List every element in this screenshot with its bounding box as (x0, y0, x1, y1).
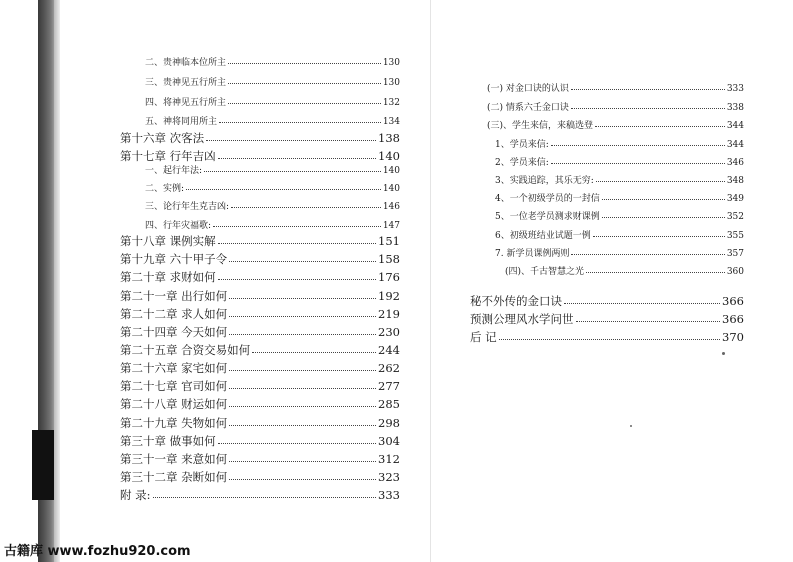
toc-page-number: 366 (722, 312, 744, 326)
toc-entry (470, 329, 744, 345)
toc-entry (145, 163, 400, 176)
toc-page-number: 355 (726, 231, 744, 241)
toc-leader-dots (219, 122, 381, 123)
toc-entry (120, 324, 400, 340)
toc-entry (120, 342, 400, 358)
toc-entry (145, 218, 400, 231)
toc-leader-dots (593, 236, 725, 237)
toc-leader-dots (571, 254, 724, 255)
toc-page-number: 138 (378, 131, 400, 145)
toc-entry-title: 第十八章 课例实解 (120, 234, 216, 248)
toc-entry (120, 269, 400, 285)
toc-entry-title: 一、起行年法: (145, 166, 203, 176)
toc-entry-title: 第二十五章 合资交易如何 (120, 343, 251, 357)
toc-entry-title: 第二十章 求财如何 (120, 270, 216, 284)
toc-leader-dots (229, 388, 376, 389)
toc-entry-title: 第十七章 行年吉凶 (120, 149, 216, 163)
toc-entry (120, 130, 400, 146)
toc-entry-title: 第二十七章 官司如何 (120, 379, 228, 393)
toc-entry-title: 第三十一章 来意如何 (120, 452, 228, 466)
scan-speck (722, 352, 725, 355)
toc-leader-dots (551, 163, 725, 164)
toc-entry-title: 二、贵神临本位所主 (145, 58, 227, 68)
toc-page-number: 146 (382, 202, 400, 212)
toc-leader-dots (204, 171, 381, 172)
toc-entry (487, 118, 744, 131)
toc-entry (120, 487, 400, 503)
toc-entry (120, 433, 400, 449)
toc-entry (145, 75, 400, 88)
toc-leader-dots (186, 189, 381, 190)
toc-leader-dots (229, 261, 376, 262)
toc-entry-title: 附 录: (120, 488, 151, 502)
toc-entry-title: 预测公理风水学问世 (470, 312, 574, 326)
toc-entry-title: 五、神将同用所主 (145, 117, 218, 127)
toc-entry-title: (二) 情系六壬金口诀 (487, 103, 569, 113)
toc-entry-title: 第二十二章 求人如何 (120, 307, 228, 321)
toc-leader-dots (252, 352, 376, 353)
toc-leader-dots (229, 334, 376, 335)
toc-page-number: 348 (726, 176, 744, 186)
toc-entry-title: 第三十二章 杂断如何 (120, 470, 228, 484)
toc-entry (120, 469, 400, 485)
toc-page-number: 366 (722, 294, 744, 308)
toc-entry (470, 293, 744, 309)
toc-leader-dots (228, 83, 381, 84)
toc-leader-dots (218, 243, 376, 244)
toc-leader-dots (218, 279, 376, 280)
toc-page-number: 140 (382, 166, 400, 176)
page-fold (430, 0, 431, 562)
toc-page-number: 338 (726, 103, 744, 113)
toc-page-number: 230 (378, 325, 400, 339)
toc-entry-title: 1、学员来信: (495, 140, 549, 150)
scan-speck (630, 425, 632, 427)
toc-entry (120, 148, 400, 164)
toc-leader-dots (229, 461, 376, 462)
toc-leader-dots (595, 126, 725, 127)
toc-leader-dots (218, 158, 376, 159)
toc-page-number: 132 (382, 98, 400, 108)
toc-leader-dots (564, 303, 720, 304)
toc-entry-title: 7. 新学员课例两则 (495, 249, 570, 259)
toc-leader-dots (229, 298, 376, 299)
toc-entry (145, 181, 400, 194)
toc-entry-title: 3、实践追踪，其乐无穷: (495, 176, 594, 186)
toc-page-number: 176 (378, 270, 400, 284)
toc-entry (470, 311, 744, 327)
toc-page-number: 346 (726, 158, 744, 168)
toc-entry-title: 第二十六章 家宅如何 (120, 361, 228, 375)
toc-leader-dots (602, 217, 725, 218)
toc-entry (495, 173, 744, 186)
toc-page-number: 130 (382, 78, 400, 88)
toc-leader-dots (228, 63, 381, 64)
toc-entry (120, 288, 400, 304)
toc-page-number: 130 (382, 58, 400, 68)
toc-page-number: 304 (378, 434, 400, 448)
toc-page-number: 333 (726, 84, 744, 94)
toc-page-number: 349 (726, 194, 744, 204)
toc-entry-title: 第十九章 六十甲子令 (120, 252, 228, 266)
toc-page-number: 312 (378, 452, 400, 466)
toc-entry-title: 四、将神见五行所主 (145, 98, 227, 108)
toc-page-number: 140 (382, 184, 400, 194)
toc-entry (495, 155, 744, 168)
book-spine-edge (54, 0, 60, 562)
toc-leader-dots (596, 181, 725, 182)
toc-entry (120, 378, 400, 394)
toc-leader-dots (206, 140, 376, 141)
toc-page-number: 192 (378, 289, 400, 303)
toc-entry-title: (四)、千古智慧之光 (505, 267, 585, 277)
toc-entry-title: 四、行年灾福歌: (145, 221, 212, 231)
toc-leader-dots (551, 145, 725, 146)
toc-entry-title: 4、一个初级学员的一封信 (495, 194, 600, 204)
toc-page-number: 244 (378, 343, 400, 357)
toc-leader-dots (229, 316, 376, 317)
toc-entry-title: (三)、学生来信，来稿选登 (487, 121, 594, 131)
toc-entry (145, 55, 400, 68)
toc-entry-title: 5、一位老学员测求财课例 (495, 212, 600, 222)
toc-entry (495, 228, 744, 241)
toc-entry-title: 二、实例: (145, 184, 185, 194)
toc-entry (120, 415, 400, 431)
toc-leader-dots (218, 443, 376, 444)
toc-leader-dots (576, 321, 721, 322)
toc-page-number: 158 (378, 252, 400, 266)
toc-page-number: 277 (378, 379, 400, 393)
toc-entry (120, 306, 400, 322)
toc-entry (120, 451, 400, 467)
toc-entry-title: 第二十一章 出行如何 (120, 289, 228, 303)
toc-entry (145, 199, 400, 212)
site-watermark: 古籍库 www.fozhu920.com (4, 544, 191, 559)
toc-page-number: 298 (378, 416, 400, 430)
toc-leader-dots (499, 339, 720, 340)
toc-entry (145, 95, 400, 108)
toc-entry (495, 191, 744, 204)
toc-page-number: 344 (726, 140, 744, 150)
toc-entry (120, 251, 400, 267)
toc-entry (120, 396, 400, 412)
toc-entry (120, 233, 400, 249)
toc-page-number: 262 (378, 361, 400, 375)
toc-entry-title: 第二十九章 失物如何 (120, 416, 228, 430)
toc-entry-title: 第三十章 做事如何 (120, 434, 216, 448)
toc-entry-title: 第十六章 次客法 (120, 131, 205, 145)
toc-leader-dots (586, 272, 725, 273)
toc-entry (145, 114, 400, 127)
toc-entry (487, 100, 744, 113)
toc-page-number: 370 (722, 330, 744, 344)
toc-leader-dots (231, 207, 381, 208)
toc-entry (120, 360, 400, 376)
toc-leader-dots (153, 497, 377, 498)
toc-page-number: 344 (726, 121, 744, 131)
toc-entry-title: 2、学员来信: (495, 158, 549, 168)
toc-leader-dots (228, 103, 381, 104)
toc-entry (495, 209, 744, 222)
toc-entry-title: 第二十四章 今天如何 (120, 325, 228, 339)
toc-entry-title: 6、初级班结业试题一例 (495, 231, 591, 241)
toc-page-number: 333 (378, 488, 400, 502)
toc-page-number: 360 (726, 267, 744, 277)
toc-page-number: 134 (382, 117, 400, 127)
toc-page-number: 151 (378, 234, 400, 248)
scan-mark (32, 430, 54, 500)
toc-page-number: 219 (378, 307, 400, 321)
toc-entry-title: 三、论行年生克吉凶: (145, 202, 230, 212)
toc-leader-dots (213, 226, 381, 227)
toc-entry-title: 第二十八章 财运如何 (120, 397, 228, 411)
toc-page-number: 285 (378, 397, 400, 411)
toc-entry-title: 秘不外传的金口诀 (470, 294, 562, 308)
toc-entry (495, 246, 744, 259)
toc-leader-dots (229, 425, 376, 426)
toc-page-number: 147 (382, 221, 400, 231)
toc-leader-dots (571, 89, 725, 90)
toc-page-number: 352 (726, 212, 744, 222)
toc-entry-title: 三、贵神见五行所主 (145, 78, 227, 88)
toc-page-number: 323 (378, 470, 400, 484)
toc-entry (505, 264, 744, 277)
toc-leader-dots (229, 479, 376, 480)
toc-leader-dots (229, 406, 376, 407)
toc-leader-dots (229, 370, 376, 371)
toc-entry-title: (一) 对金口诀的认识 (487, 84, 569, 94)
toc-entry (487, 81, 744, 94)
toc-page-number: 357 (726, 249, 744, 259)
toc-entry (495, 137, 744, 150)
toc-leader-dots (571, 108, 725, 109)
toc-leader-dots (602, 199, 725, 200)
toc-entry-title: 后 记 (470, 330, 497, 344)
toc-page-number: 140 (378, 149, 400, 163)
